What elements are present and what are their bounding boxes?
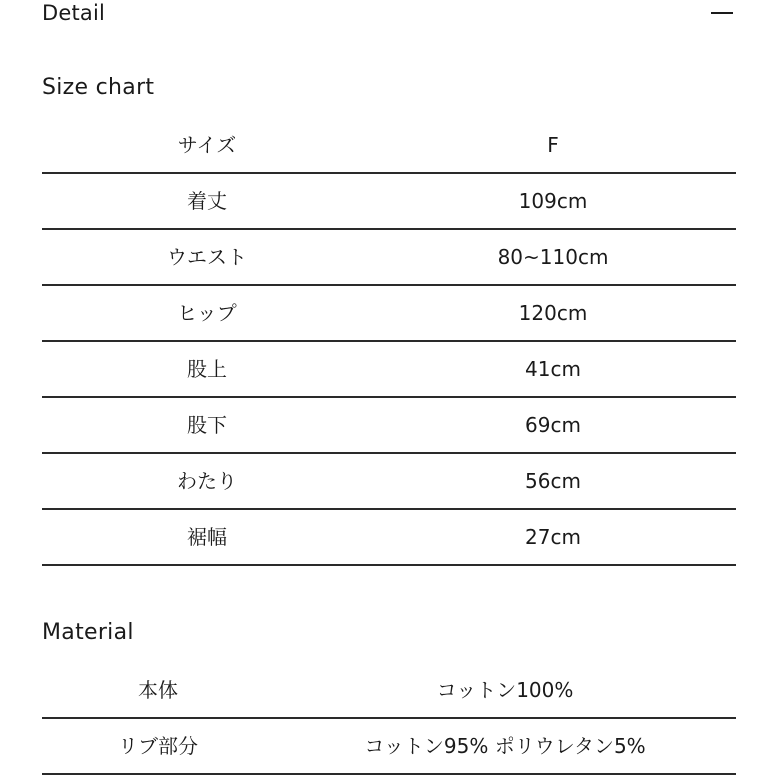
- table-row: [42, 230, 736, 286]
- row-label: 本体: [138, 678, 178, 702]
- row-label: 股下: [187, 413, 227, 437]
- row-label: ウエスト: [167, 245, 247, 269]
- detail-header[interactable]: [42, 0, 739, 26]
- row-value: 27cm: [525, 525, 581, 549]
- table-row: [42, 663, 736, 719]
- row-value: 109cm: [518, 189, 588, 213]
- table-row: [42, 342, 736, 398]
- row-value: 80~110cm: [497, 245, 609, 269]
- row-value: 69cm: [525, 413, 581, 437]
- size-header-label: サイズ: [177, 133, 237, 157]
- table-row: [42, 174, 736, 230]
- material-table: [42, 663, 736, 775]
- minus-icon[interactable]: [711, 12, 733, 14]
- row-label: リブ部分: [118, 734, 198, 758]
- row-value: 120cm: [518, 301, 588, 325]
- row-label: ヒップ: [177, 301, 237, 325]
- row-label: わたり: [177, 469, 237, 493]
- table-row: [42, 510, 736, 566]
- row-label: 着丈: [187, 189, 227, 213]
- table-row: [42, 719, 736, 775]
- table-row: [42, 454, 736, 510]
- row-value: コットン100%: [436, 678, 574, 702]
- row-value: 41cm: [525, 357, 581, 381]
- row-value: コットン95% ポリウレタン5%: [364, 734, 646, 758]
- row-label: 裾幅: [187, 525, 227, 549]
- detail-title: Detail: [42, 1, 106, 25]
- table-header-row: [42, 118, 736, 174]
- row-value: 56cm: [525, 469, 581, 493]
- size-chart-table: [42, 118, 736, 566]
- material-title: Material: [42, 620, 134, 645]
- size-chart-title: Size chart: [42, 75, 155, 100]
- size-header-value: F: [547, 133, 559, 157]
- table-row: [42, 398, 736, 454]
- row-label: 股上: [187, 357, 227, 381]
- table-row: [42, 286, 736, 342]
